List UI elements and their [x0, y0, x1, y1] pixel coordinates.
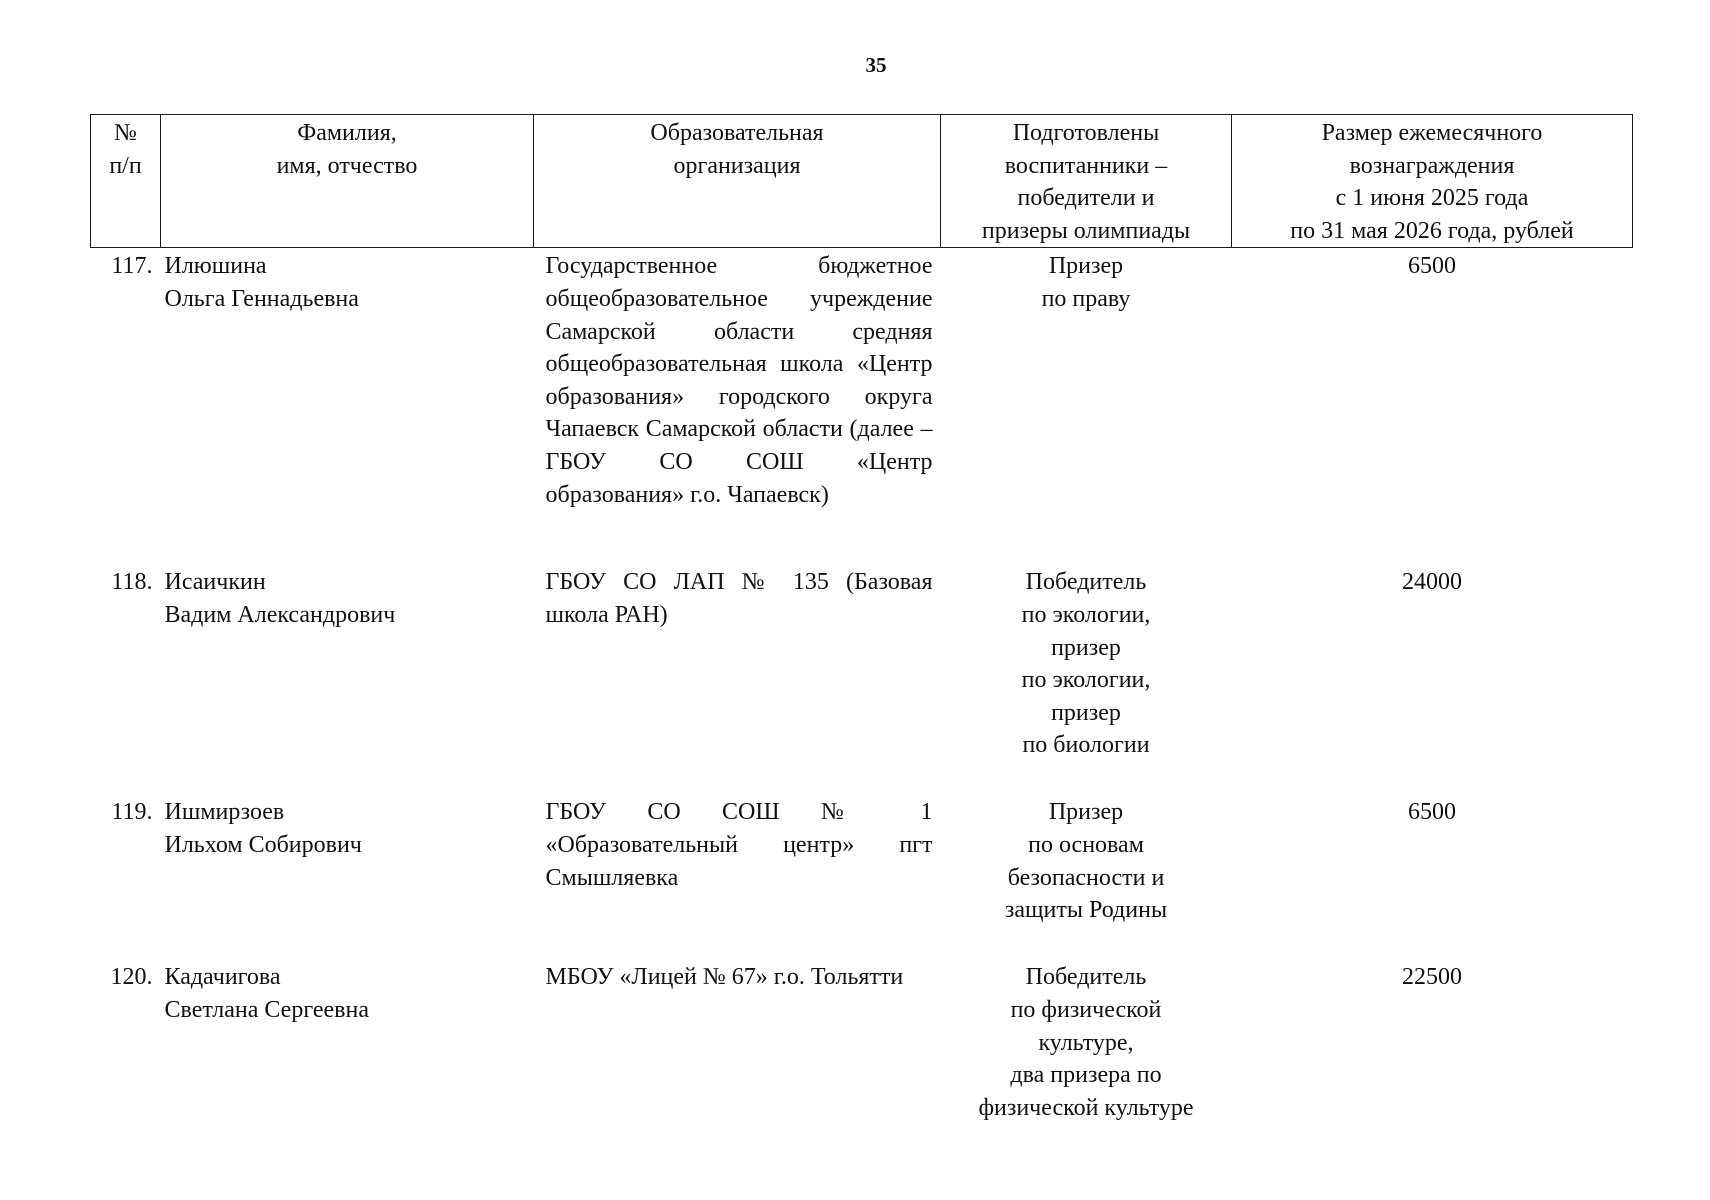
- header-amount: Размер ежемесячного вознаграждения с 1 июня 2025 года по 31 мая 2026 года, рублей: [1232, 115, 1633, 248]
- table-row: [91, 564, 1633, 794]
- organization: Государственное бюджетное общеобразовательное учреждение Самарской области средняя общеобразовательная школа «Центр образования» городского округа Чапаевск Самарской области (далее – ГБОУ СО СОШ «Центр образования» г.о. Чапаевск): [545, 253, 933, 508]
- page-number: 35: [865, 53, 887, 77]
- header-achievement: Подготовлены воспитанники – победители и призеры олимпиады: [941, 115, 1232, 248]
- person-name: Ишмирзоев Ильхом Собирович: [164, 799, 362, 858]
- table-header: [91, 115, 1633, 248]
- organization: ГБОУ СО СОШ № 1 «Образовательный центр» пгт Смышляевка: [545, 799, 933, 891]
- row-number: 120.: [110, 964, 153, 991]
- awards-table: [90, 114, 1633, 1131]
- award-amount: 6500: [1408, 253, 1456, 280]
- achievement: Призер по основам безопасности и защиты Родины: [1004, 799, 1168, 924]
- achievement: Призер по праву: [1041, 253, 1131, 312]
- header-organization: Образовательная организация: [534, 115, 941, 248]
- person-name: Исаичкин Вадим Александрович: [164, 569, 396, 628]
- row-number: 118.: [111, 569, 153, 596]
- header-name: Фамилия, имя, отчество: [161, 115, 534, 248]
- organization: ГБОУ СО ЛАП № 135 (Базовая школа РАН): [545, 569, 933, 628]
- organization: МБОУ «Лицей № 67» г.о. Тольятти: [545, 964, 904, 991]
- table-row: [91, 959, 1633, 1131]
- award-amount: 6500: [1408, 799, 1456, 826]
- row-number: 117.: [111, 253, 153, 280]
- row-number: 119.: [111, 799, 153, 826]
- award-amount: 24000: [1402, 569, 1462, 596]
- person-name: Кадачигова Светлана Сергеевна: [164, 964, 369, 1023]
- table-row: [91, 794, 1633, 959]
- achievement: Победитель по экологии, призер по экологии, призер по биологии: [1021, 569, 1151, 759]
- achievement: Победитель по физической культуре, два призера по физической культуре: [978, 964, 1194, 1121]
- person-name: Илюшина Ольга Геннадьевна: [164, 253, 359, 312]
- award-amount: 22500: [1402, 964, 1462, 991]
- table-row: [91, 248, 1633, 565]
- header-number: № п/п: [91, 115, 161, 248]
